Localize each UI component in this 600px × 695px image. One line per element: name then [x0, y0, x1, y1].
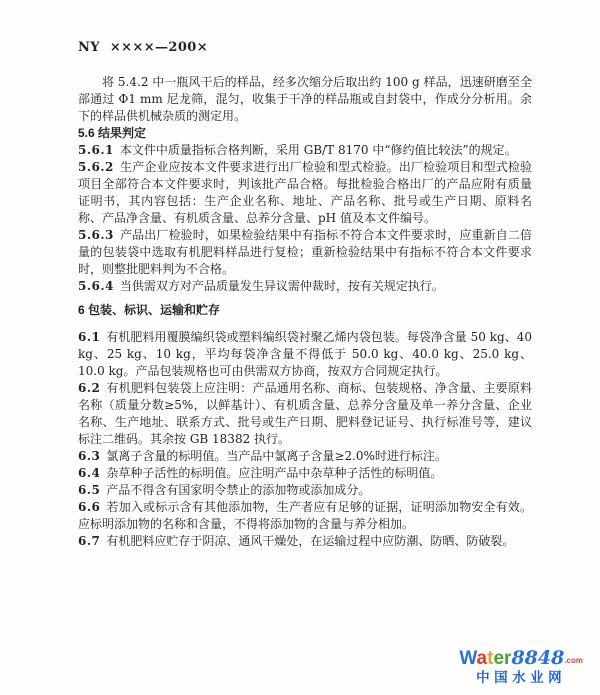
page-content	[78, 40, 532, 550]
section-heading-6: 6 包装、标识、运输和贮存	[78, 303, 221, 317]
standard-code: NY ××××—200×	[78, 40, 209, 55]
logo-letter-r: r	[504, 647, 512, 669]
clause-number: 6.2	[78, 381, 101, 395]
logo-letter-t: t	[487, 647, 494, 669]
water8848-logo	[459, 646, 583, 685]
clause-6-3	[78, 448, 532, 465]
clause-6-1	[78, 329, 532, 380]
clause-5-6-3	[78, 227, 532, 278]
clause-number: 5.6.2	[78, 160, 114, 174]
clause-text: 有机肥料应贮存于阴凉、通风干燥处，在运输过程中应防潮、防晒、防破裂。	[106, 534, 515, 548]
clause-5-6-2	[78, 159, 532, 227]
clause-number: 6.5	[78, 483, 101, 497]
logo-tagline: 中国水业网	[476, 669, 567, 685]
clause-number: 5.6.3	[78, 228, 114, 242]
clause-number: 5.6.4	[78, 279, 114, 293]
clause-number: 5.6.1	[78, 143, 114, 157]
clause-6-5	[78, 482, 532, 499]
clause-text: 产品不得含有国家明令禁止的添加物或添加成分。	[106, 483, 371, 497]
section-heading-5-6: 5.6 结果判定	[78, 126, 147, 140]
logo-letter-w: W	[459, 647, 477, 669]
clause-number: 6.7	[78, 534, 101, 548]
logo-number: 8848	[511, 646, 565, 669]
clause-5-6-1	[78, 142, 532, 159]
clause-number: 6.6	[78, 500, 101, 514]
clause-6-6	[78, 499, 532, 533]
logo-letter-a: a	[476, 647, 488, 669]
clause-6-7	[78, 533, 532, 550]
clause-text: 有机肥料包装袋上应注明：产品通用名称、商标、包装规格、净含量、主要原料名称（质量分数≥5%，以鲜基计）、有机质含量、总养分含量及单一养分含量、企业名称、生产地址、联系方式、批号或生产日期、肥料登记证号、执行标准号等，建议标注二维码。其余按 GB 18382 执行。	[78, 381, 532, 446]
clause-6-4	[78, 465, 532, 482]
clause-text: 本文件中质量指标合格判断，采用 GB/T 8170 中“修约值比较法”的规定。	[119, 143, 517, 157]
clause-text: 杂草种子活性的标明值。应注明产品中杂草种子活性的标明值。	[106, 466, 443, 480]
clause-text: 当供需双方对产品质量发生异议需仲裁时，按有关规定执行。	[119, 279, 444, 293]
logo-tld: .com	[564, 655, 583, 665]
clause-number: 6.3	[78, 449, 101, 463]
clause-number: 6.1	[78, 330, 101, 344]
clause-text: 若加入或标示含有其他添加物，生产者应有足够的证据，证明添加物安全有效。应标明添加物的名称和含量，不得将添加物的含量与养分相加。	[78, 500, 532, 531]
clause-text: 生产企业应按本文件要求进行出厂检验和型式检验。出厂检验项目和型式检验项目全部符合本文件要求时，判该批产品合格。每批检验合格出厂的产品应附有质量证明书，其内容包括：生产企业名称、地址、产品名称、批号或生产日期、原料名称、产品净含量、有机质含量、总养分含量、pH 值及本文件编号。	[78, 160, 532, 225]
clause-text: 产品出厂检验时，如果检验结果中有指标不符合本文件要求时，应重新自二倍量的包装袋中选取有机肥料样品进行复检；重新检验结果中有指标不符合本文件要求时，则整批肥料判为不合格。	[78, 228, 532, 276]
intro-paragraph: 将 5.4.2 中一瓶风干后的样品，经多次缩分后取出约 100 g 样品，迅速研磨至全部通过 Φ1 mm 尼龙筛，混匀，收集于干净的样品瓶或自封袋中，作成分分析用。余下的样品供机械杂质的测定用。	[78, 75, 532, 123]
logo-letter-e: e	[493, 647, 505, 669]
clause-number: 6.4	[78, 466, 101, 480]
clause-6-2	[78, 380, 532, 448]
clause-text: 氯离子含量的标明值。当产品中氯离子含量≥2.0%时进行标注。	[106, 449, 447, 463]
water8848-wordmark	[459, 646, 583, 669]
clause-text: 有机肥料用覆膜编织袋或塑料编织袋衬聚乙烯内袋包装。每袋净含量 50 kg、40 kg、25 kg、10 kg，平均每袋净含量不得低于 50.0 kg、40.0 kg、25.0 kg、10.0 kg。产品包装规格也可由供需双方协商，按双方合同规定执行。	[78, 330, 532, 378]
clause-5-6-4	[78, 278, 532, 295]
document-body	[78, 74, 532, 550]
